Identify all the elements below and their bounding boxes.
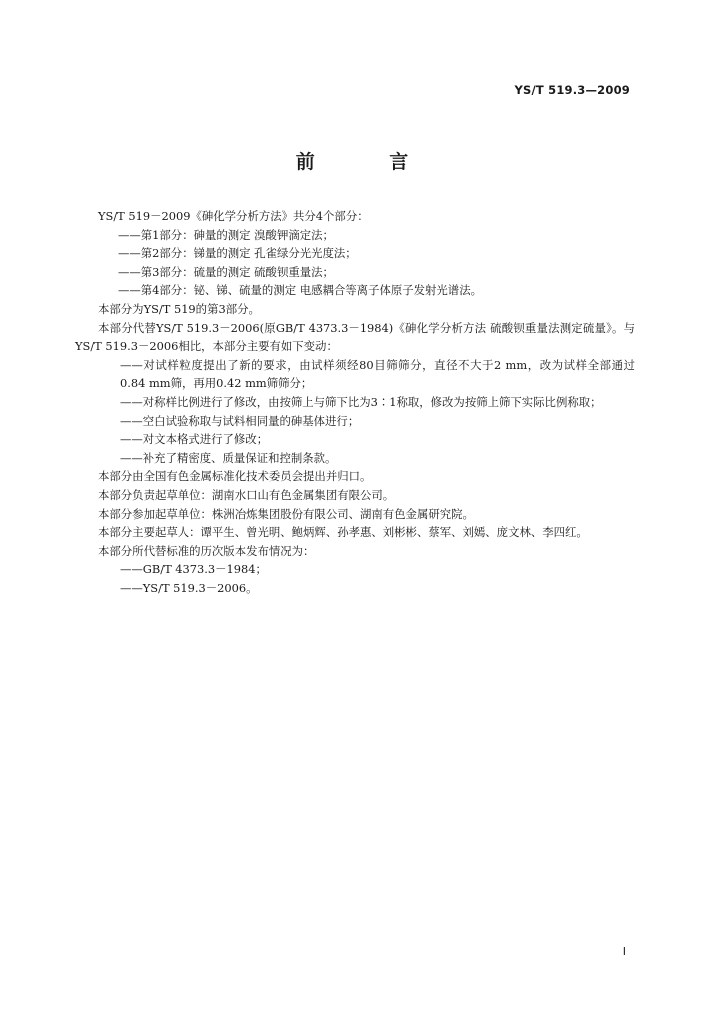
list-item-part-3: ——第3部分：硫量的测定 硫酸钡重量法； [118, 264, 334, 279]
foreword-body [75, 207, 635, 597]
list-item-change-1: ——对试样粒度提出了新的要求，由试样须经80目筛筛分，直径不大于2 mm，改为试样全部通过0.84 mm筛，再用0.42 mm筛筛分； [120, 357, 635, 391]
standard-code-header: YS/T 519.3—2009 [514, 83, 630, 97]
list-item-change-3: ——空白试验称取与试料相同量的砷基体进行； [120, 413, 360, 428]
paragraph-proposed-by: 本部分由全国有色金属标准化技术委员会提出并归口。 [98, 469, 372, 484]
paragraph-participating-units: 本部分参加起草单位：株洲冶炼集团股份有限公司、湖南有色金属研究院。 [98, 506, 474, 521]
list-item-edition-1: ——GB/T 4373.3－1984； [120, 562, 267, 577]
paragraph-parts-intro: YS/T 519－2009《砷化学分析方法》共分4个部分： [98, 209, 369, 223]
paragraph-this-part: 本部分为YS/T 519的第3部分。 [98, 301, 260, 316]
list-item-part-4: ——第4部分：铋、锑、硫量的测定 电感耦合等离子体原子发射光谱法。 [118, 283, 482, 298]
paragraph-drafting-unit: 本部分负责起草单位：湖南水口山有色金属集团有限公司。 [98, 487, 395, 502]
list-item-change-5: ——补充了精密度、质量保证和控制条款。 [120, 450, 337, 465]
list-item-part-2: ——第2部分：锑量的测定 孔雀绿分光光度法； [118, 246, 357, 261]
list-item-change-4: ——对文本格式进行了修改； [120, 432, 269, 447]
paragraph-drafters: 本部分主要起草人：谭平生、曾光明、鲍炳辉、孙孝惠、刘彬彬、蔡军、刘嫣、庞文林、李四红。 [98, 525, 588, 540]
list-item-edition-2: ——YS/T 519.3－2006。 [120, 580, 258, 595]
list-item-part-1: ——第1部分：砷量的测定 溴酸钾滴定法； [118, 227, 334, 242]
list-item-change-2: ——对称样比例进行了修改，由按筛上与筛下比为3∶1称取，修改为按筛上筛下实际比例称取； [120, 394, 602, 409]
paragraph-replaces: 本部分代替YS/T 519.3－2006(原GB/T 4373.3－1984)《砷化学分析方法 硫酸钡重量法测定硫量》。与YS/T 519.3－2006相比，本部分主要有如下变动： [75, 320, 635, 354]
page-title: 前 言 [295, 151, 443, 173]
page-number: I [622, 945, 626, 958]
paragraph-previous-editions: 本部分所代替标准的历次版本发布情况为： [98, 543, 315, 558]
